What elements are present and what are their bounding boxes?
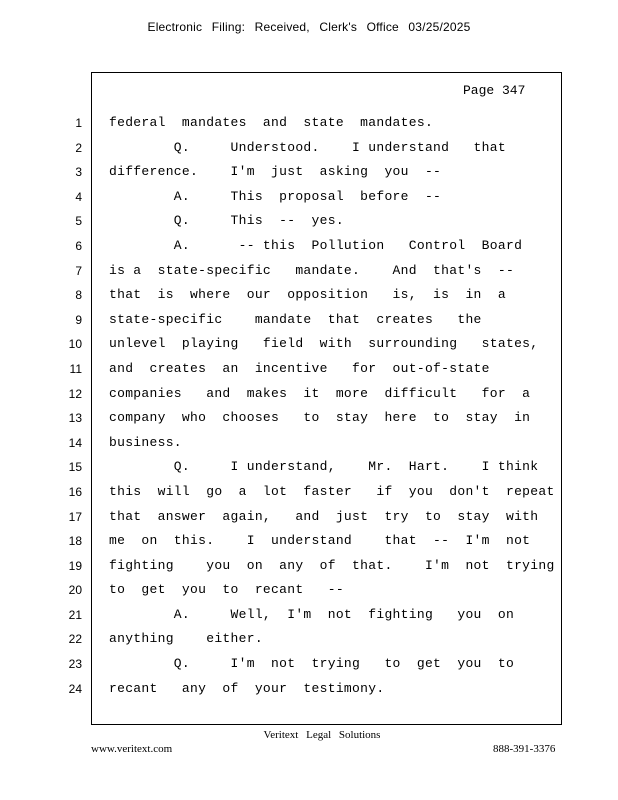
line-number-column xyxy=(58,111,82,701)
transcript-line: company who chooses to stay here to stay in xyxy=(109,410,531,426)
line-number: 19 xyxy=(68,558,82,573)
line-number: 2 xyxy=(75,140,82,155)
transcript-line: me on this. I understand that -- I'm not xyxy=(109,533,531,549)
transcript-line: business. xyxy=(109,434,182,450)
line-number: 21 xyxy=(68,607,82,622)
transcript-line: this will go a lot faster if you don't repeat xyxy=(109,483,555,499)
line-number: 17 xyxy=(68,509,82,524)
transcript-line: and creates an incentive for out-of-state xyxy=(109,360,490,376)
transcript-line: is a state-specific mandate. And that's -- xyxy=(109,262,515,278)
footer-website: www.veritext.com xyxy=(91,743,173,755)
transcript-line: companies and makes it more difficult for a xyxy=(109,385,531,401)
transcript-line: that is where our opposition is, is in a xyxy=(109,287,506,303)
transcript-line: Q. This -- yes. xyxy=(109,213,344,229)
transcript-line: A. Well, I'm not fighting you on xyxy=(109,606,515,622)
line-number: 6 xyxy=(75,238,82,253)
transcript-line: A. This proposal before -- xyxy=(109,188,442,204)
line-number: 10 xyxy=(68,337,82,352)
transcript-line: that answer again, and just try to stay with xyxy=(109,508,539,524)
footer-phone: 888-391-3376 xyxy=(493,743,556,755)
line-number: 4 xyxy=(75,189,82,204)
transcript-line: recant any of your testimony. xyxy=(109,680,385,696)
line-number: 24 xyxy=(68,681,82,696)
filing-stamp: Electronic Filing: Received, Clerk's Office 03/25/2025 xyxy=(147,20,471,34)
line-number: 15 xyxy=(68,460,82,475)
transcript-line: difference. I'm just asking you -- xyxy=(109,164,442,180)
line-number: 11 xyxy=(69,361,82,376)
transcript-line: fighting you on any of that. I'm not trying xyxy=(109,557,555,573)
line-number: 3 xyxy=(75,165,82,180)
line-number: 18 xyxy=(68,534,82,549)
transcript-line: A. -- this Pollution Control Board xyxy=(109,237,523,253)
transcript-line: anything either. xyxy=(109,631,263,647)
transcript-line: to get you to recant -- xyxy=(109,582,344,598)
line-number: 14 xyxy=(68,435,82,450)
line-number: 23 xyxy=(68,657,82,672)
line-number: 20 xyxy=(68,583,82,598)
transcript-line: federal mandates and state mandates. xyxy=(109,115,434,130)
line-number: 5 xyxy=(75,214,82,229)
transcript-text xyxy=(109,111,555,701)
line-number: 7 xyxy=(75,263,82,278)
transcript-line: Q. I'm not trying to get you to xyxy=(109,656,515,672)
footer-company: Veritext Legal Solutions xyxy=(263,729,381,741)
line-number: 22 xyxy=(68,632,82,647)
line-number: 9 xyxy=(75,312,82,327)
transcript-line: Q. Understood. I understand that xyxy=(109,139,506,155)
transcript-line: state-specific mandate that creates the xyxy=(109,311,482,327)
transcript-line: unlevel playing field with surrounding states, xyxy=(109,336,539,352)
line-number: 8 xyxy=(75,288,82,303)
line-number: 13 xyxy=(68,411,82,426)
line-number: 1 xyxy=(75,116,82,130)
transcript-line: Q. I understand, Mr. Hart. I think xyxy=(109,459,539,475)
line-number: 12 xyxy=(68,386,82,401)
line-number: 16 xyxy=(68,484,82,499)
page-number: Page 347 xyxy=(463,83,526,98)
